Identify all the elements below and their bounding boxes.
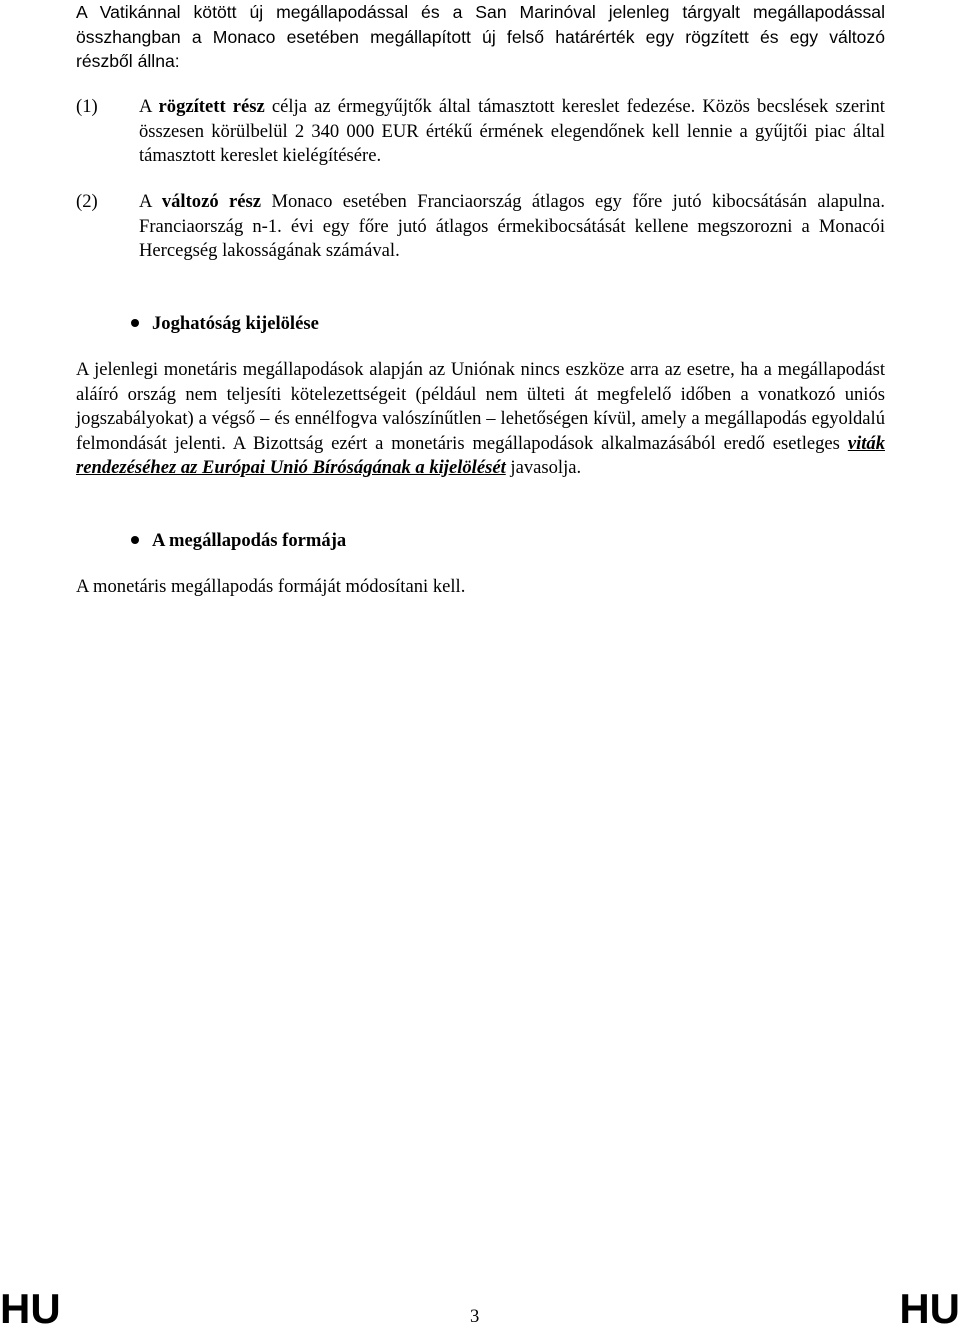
emphasized-text: viták rendezéséhez az Európai Unió Bíróságának a kijelölését bbox=[76, 432, 885, 478]
bullet-icon bbox=[131, 319, 139, 327]
item-text: célja az érmegyűjtők által támasztott kereslet fedezése. Közös becslések szerint összesen körülbelül 2 340 000 EUR értékű érmének elegendőnek kell lennie a gyűjtői piac által támasztott kereslet kielégítésére. bbox=[139, 96, 885, 166]
bullet-icon bbox=[131, 536, 139, 544]
footer-language-left: HU bbox=[0, 1285, 61, 1332]
item-number: (2) bbox=[76, 191, 98, 212]
item-text: A bbox=[139, 96, 159, 117]
item-text: Monaco esetében Franciaország átlagos egy főre jutó kibocsátásán alapulna. Franciaország n-1. évi egy főre jutó átlagos érmekibocsátását kellene megszorozni a Monacói Hercegség lakosságának számával. bbox=[139, 191, 885, 261]
item-bold-term: rögzített rész bbox=[158, 96, 265, 117]
item-body bbox=[139, 95, 885, 169]
intro-line: A Vatikánnal kötött új megállapodással és a San Marinóval jelenleg tárgyalt megállapodással bbox=[76, 2, 885, 22]
item-bold-term: változó rész bbox=[161, 191, 262, 212]
item-number: (1) bbox=[76, 96, 98, 117]
section-heading-form bbox=[152, 529, 346, 553]
section-heading-text: Joghatóság kijelölése bbox=[152, 313, 319, 334]
intro-paragraph bbox=[76, 0, 885, 74]
page-number: 3 bbox=[470, 1306, 480, 1327]
intro-line: részből állna: bbox=[76, 51, 180, 71]
paragraph-text: A jelenlegi monetáris megállapodások alapján az Uniónak nincs eszköze arra az esetre, ha a megállapodást aláíró ország nem teljesíti kötelezettségeit (például nem ülteti át megfelelő időben a vonatkozó uniós jogszabályokat) a végső – és ennélfogva valószínűtlen – lehetőségen kívül, amely a megállapodás egyoldalú felmondását jelenti. A Bizottság ezért a monetáris megállapodások alkalmazásából eredő esetleges bbox=[76, 359, 885, 454]
section-paragraph bbox=[76, 575, 885, 600]
intro-line: összhangban a Monaco esetében megállapított új felső határérték egy rögzített és egy változó bbox=[76, 26, 885, 47]
item-text: A bbox=[139, 191, 162, 212]
footer-language-right: HU bbox=[899, 1285, 960, 1332]
list-item-1 bbox=[76, 95, 885, 169]
section-heading-jurisdiction bbox=[152, 312, 319, 336]
paragraph-text: javasolja. bbox=[505, 457, 582, 478]
section-heading-text: A megállapodás formája bbox=[152, 530, 347, 551]
section-paragraph bbox=[76, 358, 885, 481]
item-body bbox=[139, 190, 885, 264]
paragraph-text: A monetáris megállapodás formáját módosítani kell. bbox=[76, 576, 466, 597]
list-item-2 bbox=[76, 190, 885, 264]
